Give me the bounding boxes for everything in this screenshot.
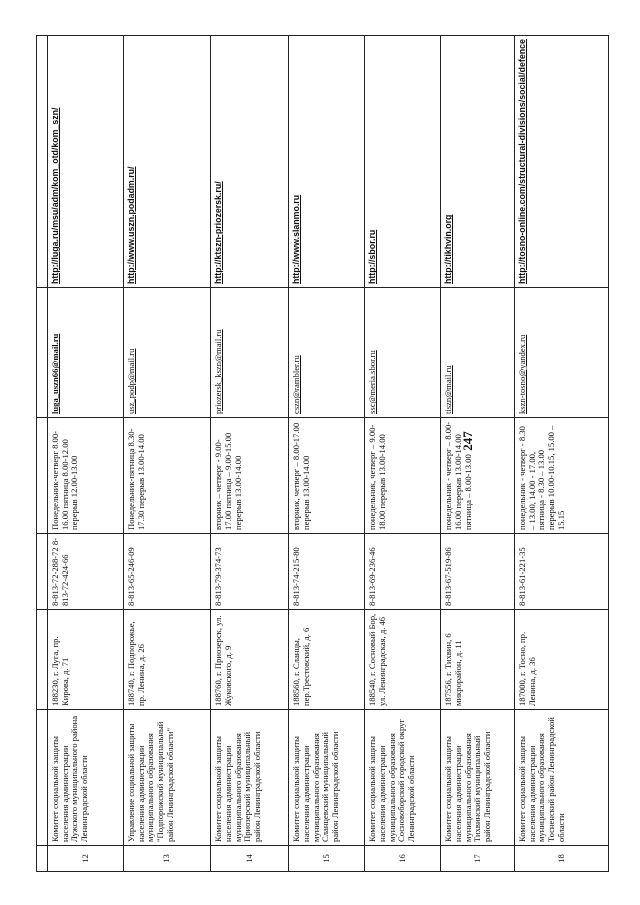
address-cell: 188230, г. Луга, пр. Кирова, д. 71	[48, 610, 124, 710]
phone-cell: 8-813-69-236-46	[365, 534, 441, 610]
phone-cell: 8-813-65-246-09	[124, 534, 211, 610]
site-cell	[48, 36, 124, 288]
address-cell: 187000, г. Тосно, пр. Ленина, д. 36	[515, 610, 609, 710]
email-cell	[365, 288, 441, 418]
address-cell: 187556, г. Тихвин, 6 микрорайон, д. 11	[441, 610, 515, 710]
page-number: 247	[460, 431, 475, 451]
hours-cell: понедельник - четверг – 8.00-16.00 перерыв 13.00-14.00 пятница – 8.00-13.00	[441, 418, 515, 534]
table-row	[289, 36, 365, 872]
rotated-table-container	[36, 36, 609, 872]
email-link[interactable]: ssc@meria.sbor.ru	[367, 350, 378, 414]
table-top-row	[37, 36, 48, 872]
row-number: 13	[124, 846, 211, 872]
address-cell: 188760, г. Приозерск, ул. Жуковского, д. 9	[211, 610, 289, 710]
contacts-table	[36, 35, 609, 872]
table-row	[211, 36, 289, 872]
phone-cell: 8-813-67-519-86	[441, 534, 515, 610]
table-row	[124, 36, 211, 872]
phone-cell: 8-813-79-374-73	[211, 534, 289, 610]
org-cell: Комитет социальной защиты населения администрации муниципального образования Сланцевский муниципальный район Ленинградской области	[289, 710, 365, 846]
address-cell: 188740, г. Подпорожье, пр. Ленина, д. 26	[124, 610, 211, 710]
site-cell	[124, 36, 211, 288]
phone-cell: 8-813-74-215-80	[289, 534, 365, 610]
email-cell	[48, 288, 124, 418]
row-number: 12	[48, 846, 124, 872]
address-cell: 188560, г. Сланцы, пер.Трестовский, д. 6	[289, 610, 365, 710]
org-cell: Комитет социальной защиты населения администрации Лужского муниципального района Ленинградской области	[48, 710, 124, 846]
site-link[interactable]: http://www.slanmo.ru	[291, 194, 302, 284]
email-link[interactable]: usz_podp@mail.ru	[126, 348, 137, 414]
org-cell: Комитет социальной защиты населения администрации муниципального образования Тосненский район Ленинградской области	[515, 710, 609, 846]
org-cell: Комитет социальной защиты населения администрации муниципального образования Приозерский муниципальный район Ленинградской области	[211, 710, 289, 846]
email-cell	[289, 288, 365, 418]
hours-cell: вторник – четверг - 9.00-17.00 пятница – 9.00-15.00 перерыв 13.00-14.00	[211, 418, 289, 534]
site-link[interactable]: http://luga.ru/msu/adm/kom_otd/kom_szn/	[50, 107, 61, 284]
site-cell	[365, 36, 441, 288]
site-cell	[515, 36, 609, 288]
org-cell: Комитет социальной защиты населения администрации муниципального образования Сосновоборский городской округ Ленинградской области	[365, 710, 441, 846]
email-link[interactable]: luga_uszn66@mail.ru	[50, 333, 61, 414]
site-link[interactable]: http://tosno-online.com/structural-divisions/social/defence	[517, 39, 528, 284]
site-cell	[211, 36, 289, 288]
hours-cell: Понедельник-пятница 8.30-17.30 перерыв 13.00-14.00	[124, 418, 211, 534]
email-link[interactable]: tiszn@mail.ru	[443, 365, 454, 414]
hours-cell: понедельник - четверг - 8.30 – 13.00, 14.00 - 17.00, пятница - 8.30 – 13.00 перерыв 10.00-10.15, 15.00 – 15.15	[515, 418, 609, 534]
email-cell	[124, 288, 211, 418]
table-row	[441, 36, 515, 872]
email-link[interactable]: cszn@rambler.ru	[291, 355, 302, 414]
hours-cell: вторник, четверг – 8.00-17.00 перерыв 13.00-14.00	[289, 418, 365, 534]
hours-cell: понедельник, четверг – 9.00-18.00 перерыв 13.00-14.00	[365, 418, 441, 534]
phone-cell: 8-813-72-288-72 8-813-72-424-66	[48, 534, 124, 610]
org-cell: Комитет социальной защиты населения администрации муниципального образования Тихвинский муниципальный район Ленинградской области	[441, 710, 515, 846]
site-cell	[289, 36, 365, 288]
email-cell	[441, 288, 515, 418]
email-link[interactable]: priozersk_kszn@mail.ru	[213, 329, 224, 414]
table-row	[515, 36, 609, 872]
table-row	[365, 36, 441, 872]
row-number: 17	[441, 846, 515, 872]
row-number: 14	[211, 846, 289, 872]
row-number: 16	[365, 846, 441, 872]
phone-cell: 8-813-61-221-35	[515, 534, 609, 610]
email-cell	[515, 288, 609, 418]
row-number: 15	[289, 846, 365, 872]
table-row	[48, 36, 124, 872]
site-link[interactable]: http://www.uszn.podadm.ru/	[126, 166, 137, 284]
org-cell: Управление социальной защиты населения администрации муниципального образования "Подпорожский муниципальный район Ленинградской области"	[124, 710, 211, 846]
site-link[interactable]: http://sbor.ru	[367, 229, 378, 284]
site-link[interactable]: http://ktszn-priozersk.ru/	[213, 181, 224, 284]
site-link[interactable]: http://tikhvin.org	[443, 214, 454, 284]
email-link[interactable]: kszn-tosno@yandex.ru	[517, 334, 528, 414]
address-cell: 188540, г. Сосновый Бор, ул. Ленинградская, д. 46	[365, 610, 441, 710]
row-number: 18	[515, 846, 609, 872]
site-cell	[441, 36, 515, 288]
hours-cell: Понедельник-четверг 8.00-16.00 пятница 8.00-12.00 перерыв 12.00-13.00	[48, 418, 124, 534]
email-cell	[211, 288, 289, 418]
